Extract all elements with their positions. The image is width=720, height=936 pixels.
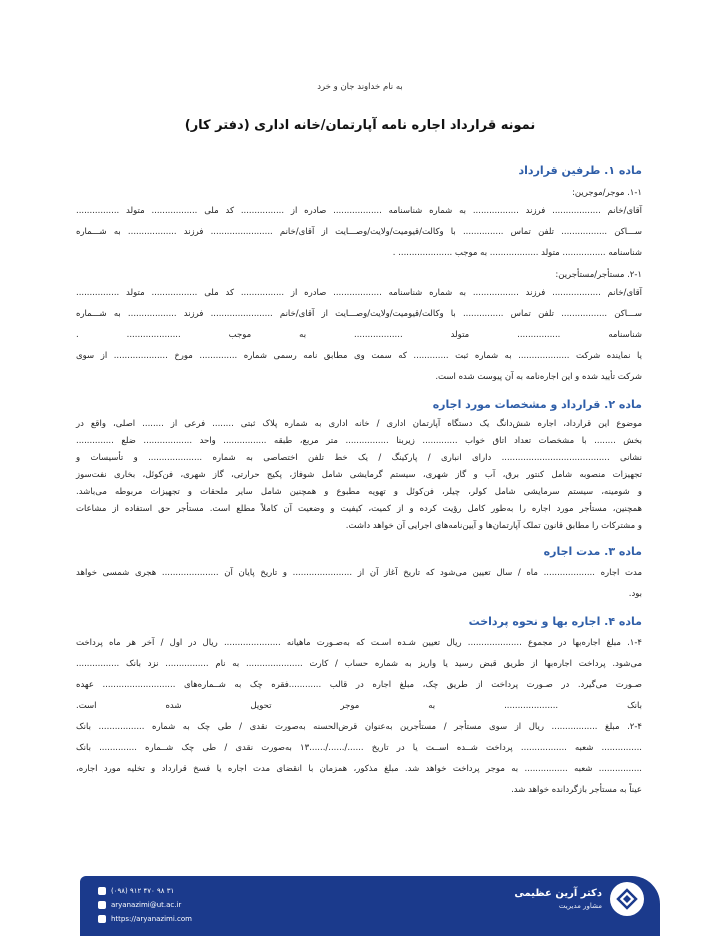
contact-website[interactable]: https://aryanazimi.com — [111, 915, 192, 923]
text-line: و مشترکات را مطابق قانون تملک آپارتمان‌ها و آیین‌نامه‌های اجرایی آن خواهد داشت. — [345, 521, 642, 531]
contract-title: نمونه قرارداد اجاره نامه آپارتمان/خانه اداری (دفتر کار) — [184, 118, 536, 133]
footer-banner — [80, 876, 660, 936]
section-3 — [76, 541, 642, 605]
contact-list — [98, 884, 192, 926]
text-line: شرکت تأیید شده و این اجاره‌نامه به آن پیوست شده است. — [435, 372, 642, 382]
section-heading: ماده ۲. قرارداد و مشخصات مورد اجاره — [432, 398, 642, 411]
text-line: موضوع این قرارداد، اجاره شش‌دانگ یک دستگاه آپارتمان اداری / خانه اداری به شماره پلاک ثبتی ........ فرعی از ........ اصلی، واقع در — [76, 419, 642, 429]
subsection-label: ۲-۱. مستأجر/مستأجرین: — [555, 270, 642, 280]
contract-body — [76, 160, 642, 807]
text-line: مدت اجاره ................... ماه / سال تعیین می‌شود که تاریخ آغاز آن از ...................... و تاریخ پایان آن ..................... هجری شمسی خواهد — [76, 568, 642, 578]
section-heading: ماده ۱. طرفین قرارداد — [518, 164, 642, 177]
contact-phone: (۰۹۸) ۹۱۲ ۴۷۰ ۹۸ ۳۱ — [111, 887, 175, 895]
contact-email[interactable]: aryanazimi@ut.ac.ir — [111, 901, 182, 909]
text-line: ............... شعبه ................. پرداخت شــده اســت یا در تاریخ ....../....../......۱۳ به‌صورت نقدی / طی چک شــماره .............. بانک — [76, 743, 643, 753]
brand-role: مشاور مدیریت — [558, 902, 602, 910]
text-line: یا نماینده شرکت ................... به شماره ثبت ............. که سمت وی مطابق نامه رسمی شماره .............. مورخ .................... از سوی — [76, 351, 642, 361]
text-line: عیناً به مستأجر بازگردانده خواهد شد. — [511, 785, 642, 795]
text-line: می‌شود. پرداخت اجاره‌بها از طریق قبض رسید یا واریز به شماره حساب / کارت ..................... به نام ................ نزد بانک ................ — [76, 659, 642, 669]
text-line: نشانی ........................................ دارای انباری / پارکینگ / یک خط تلفن اختصاصی به شماره .................... و تأسیسات و — [76, 453, 642, 463]
brand-block — [514, 882, 644, 916]
section-2 — [76, 394, 642, 535]
subsection-label: ۱-۱. موجر/موجرین: — [572, 188, 642, 198]
section-4 — [76, 611, 642, 801]
section-heading: ماده ۳. مدت اجاره — [543, 545, 642, 558]
text-line: ۲-۴. مبلغ ................. ریال از سوی مستأجر / مستأجرین به‌عنوان قرض‌الحسنه به‌صورت نقدی / طی چک به شماره ................. بانک — [76, 722, 642, 732]
contact-email-row[interactable] — [98, 898, 192, 912]
email-icon — [98, 901, 106, 909]
section-heading: ماده ۴. اجاره بها و نحوه پرداخت — [468, 615, 642, 628]
text-line: بخش ........ با مشخصات تعداد اتاق خواب ............. زیربنا ................ متر مربع، طبقه ................ واحد .................. ضلع .............. — [76, 436, 642, 446]
contact-phone-row — [98, 884, 192, 898]
section-1 — [76, 160, 642, 388]
text-line: شناسنامه ................ متولد .................. به موجب .................... . — [76, 330, 642, 340]
text-line: آقای/خانم .................. فرزند ................. به شماره شناسنامه .................. صادره از ................ کد ملی ................. متولد ................ — [76, 206, 642, 216]
text-line: ســـاکن ................. تلفن تماس ............... با وکالت/قیومیت/ولایت/وصـــایت از آقای/خانم ....................... فرزند .................. به شـــماره — [76, 227, 642, 237]
text-line: ۱-۴. مبلغ اجاره‌بها در مجموع .................... ریال تعیین شـده اسـت که به‌صـورت ماهیانه ..................... ریال در اول / آخر هر ماه پرداخت — [76, 638, 642, 648]
bismillah-line: به نام خداوند جان و خرد — [317, 82, 403, 92]
text-line: شناسنامه ................ متولد .................. به موجب .................... . — [392, 248, 642, 258]
text-line: ................ شعبه ................ به موجر پرداخت خواهد شد. مبلغ مذکور، همزمان با انقضای مدت اجاره یا فسخ قرارداد و تخلیه مورد اجاره، — [76, 764, 642, 774]
text-line: و شومینه، سیستم سرمایشی شامل کولر، چیلر، فن‌کوئل و تهویه مطبوع و همچنین شامل سایر ملحقات و تجهیزات مربوطه می‌باشد. — [76, 487, 642, 497]
text-line: صـورت می‌گیرد. در صـورت پرداخت از طریق چک، مبلغ اجاره در قالب ............فقره چک به شــماره‌های ........................... عهده — [76, 680, 642, 690]
text-line: تجهیزات منصوبه شامل کنتور برق، آب و گاز شهری، سیستم گرمایشی شامل شوفاژ، پکیج حرارتی، گاز شهری، فن‌کوئل، بخاری نفت‌سوز — [76, 470, 642, 480]
logo-icon — [610, 882, 644, 916]
text-line: بانک .................... به موجر تحویل شده است. — [76, 701, 642, 711]
phone-icon — [98, 887, 106, 895]
globe-icon — [98, 915, 106, 923]
text-line: آقای/خانم .................. فرزند ................. به شماره شناسنامه .................. صادره از ................ کد ملی ................. متولد ................ — [76, 288, 642, 298]
text-line: بود. — [628, 589, 642, 599]
text-line: همچنین، مستأجر مورد اجاره را به‌طور کامل رؤیت کرده و از کمیت، کیفیت و وضعیت آن کاملاً مطلع است. مستأجر حق استفاده از مشاعات — [76, 504, 642, 514]
contact-website-row[interactable] — [98, 912, 192, 926]
text-line: ســـاکن ................. تلفن تماس ............... با وکالت/قیومیت/ولایت/وصـــایت از آقای/خانم ....................... فرزند .................. به شـــماره — [76, 309, 642, 319]
brand-name: دکتر آرین عظیمی — [514, 888, 602, 899]
